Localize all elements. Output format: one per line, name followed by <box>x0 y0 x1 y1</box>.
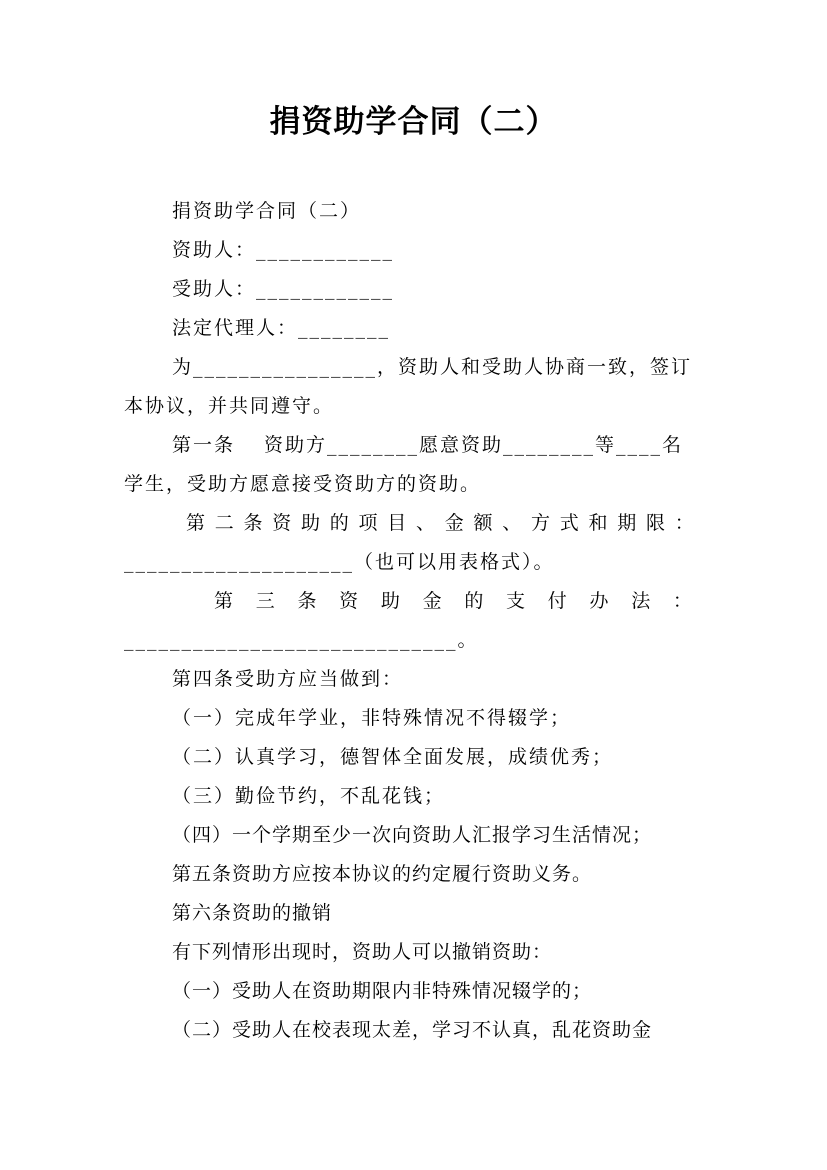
purpose-line-continued: 本协议，并共同遵守。 <box>124 395 335 417</box>
article-two-heading: 第 二 条 资 助 的 项 目 、 金 额 、 方 式 和 期 限 ： <box>186 512 694 534</box>
article-six-heading: 第六条资助的撤销 <box>172 902 333 924</box>
article-three-blank-line: _____________________________。 <box>124 629 479 651</box>
article-four-heading: 第四条受助方应当做到： <box>172 668 404 690</box>
article-two-blank-line: ____________________（也可以用表格式）。 <box>124 551 555 573</box>
article-four-item-2: （二）认真学习，德智体全面发展，成绩优秀； <box>172 746 614 768</box>
recipient-line: 受助人：____________ <box>172 278 395 300</box>
sponsor-line: 资助人：____________ <box>172 239 395 261</box>
article-one-line-continued: 学生，受助方愿意接受资助方的资助。 <box>124 473 482 495</box>
subtitle-line: 捐资助学合同（二） <box>172 200 362 222</box>
article-four-item-4: （四）一个学期至少一次向资助人汇报学习生活情况； <box>172 824 653 846</box>
purpose-line: 为________________，资助人和受助人协商一致，签订 <box>172 356 693 378</box>
article-four-item-1: （一）完成年学业，非特殊情况不得辍学； <box>172 707 572 729</box>
article-one-line: 第一条 资助方________愿意资助________等____名 <box>172 434 684 456</box>
article-five-line: 第五条资助方应按本协议的约定履行资助义务。 <box>172 863 593 885</box>
article-six-intro: 有下列情形出现时，资助人可以撤销资助： <box>172 941 553 963</box>
document-title: 捐资助学合同（二） <box>269 104 558 140</box>
legal-representative-line: 法定代理人：________ <box>172 317 391 339</box>
article-four-item-3: （三）勤俭节约，不乱花钱； <box>172 785 446 807</box>
article-six-item-2: （二）受助人在校表现太差，学习不认真，乱花资助金 <box>172 1019 653 1041</box>
article-six-item-1: （一）受助人在资助期限内非特殊情况辍学的； <box>172 980 593 1002</box>
article-three-heading: 第 三 条 资 助 金 的 支 付 办 法 ： <box>214 590 692 612</box>
